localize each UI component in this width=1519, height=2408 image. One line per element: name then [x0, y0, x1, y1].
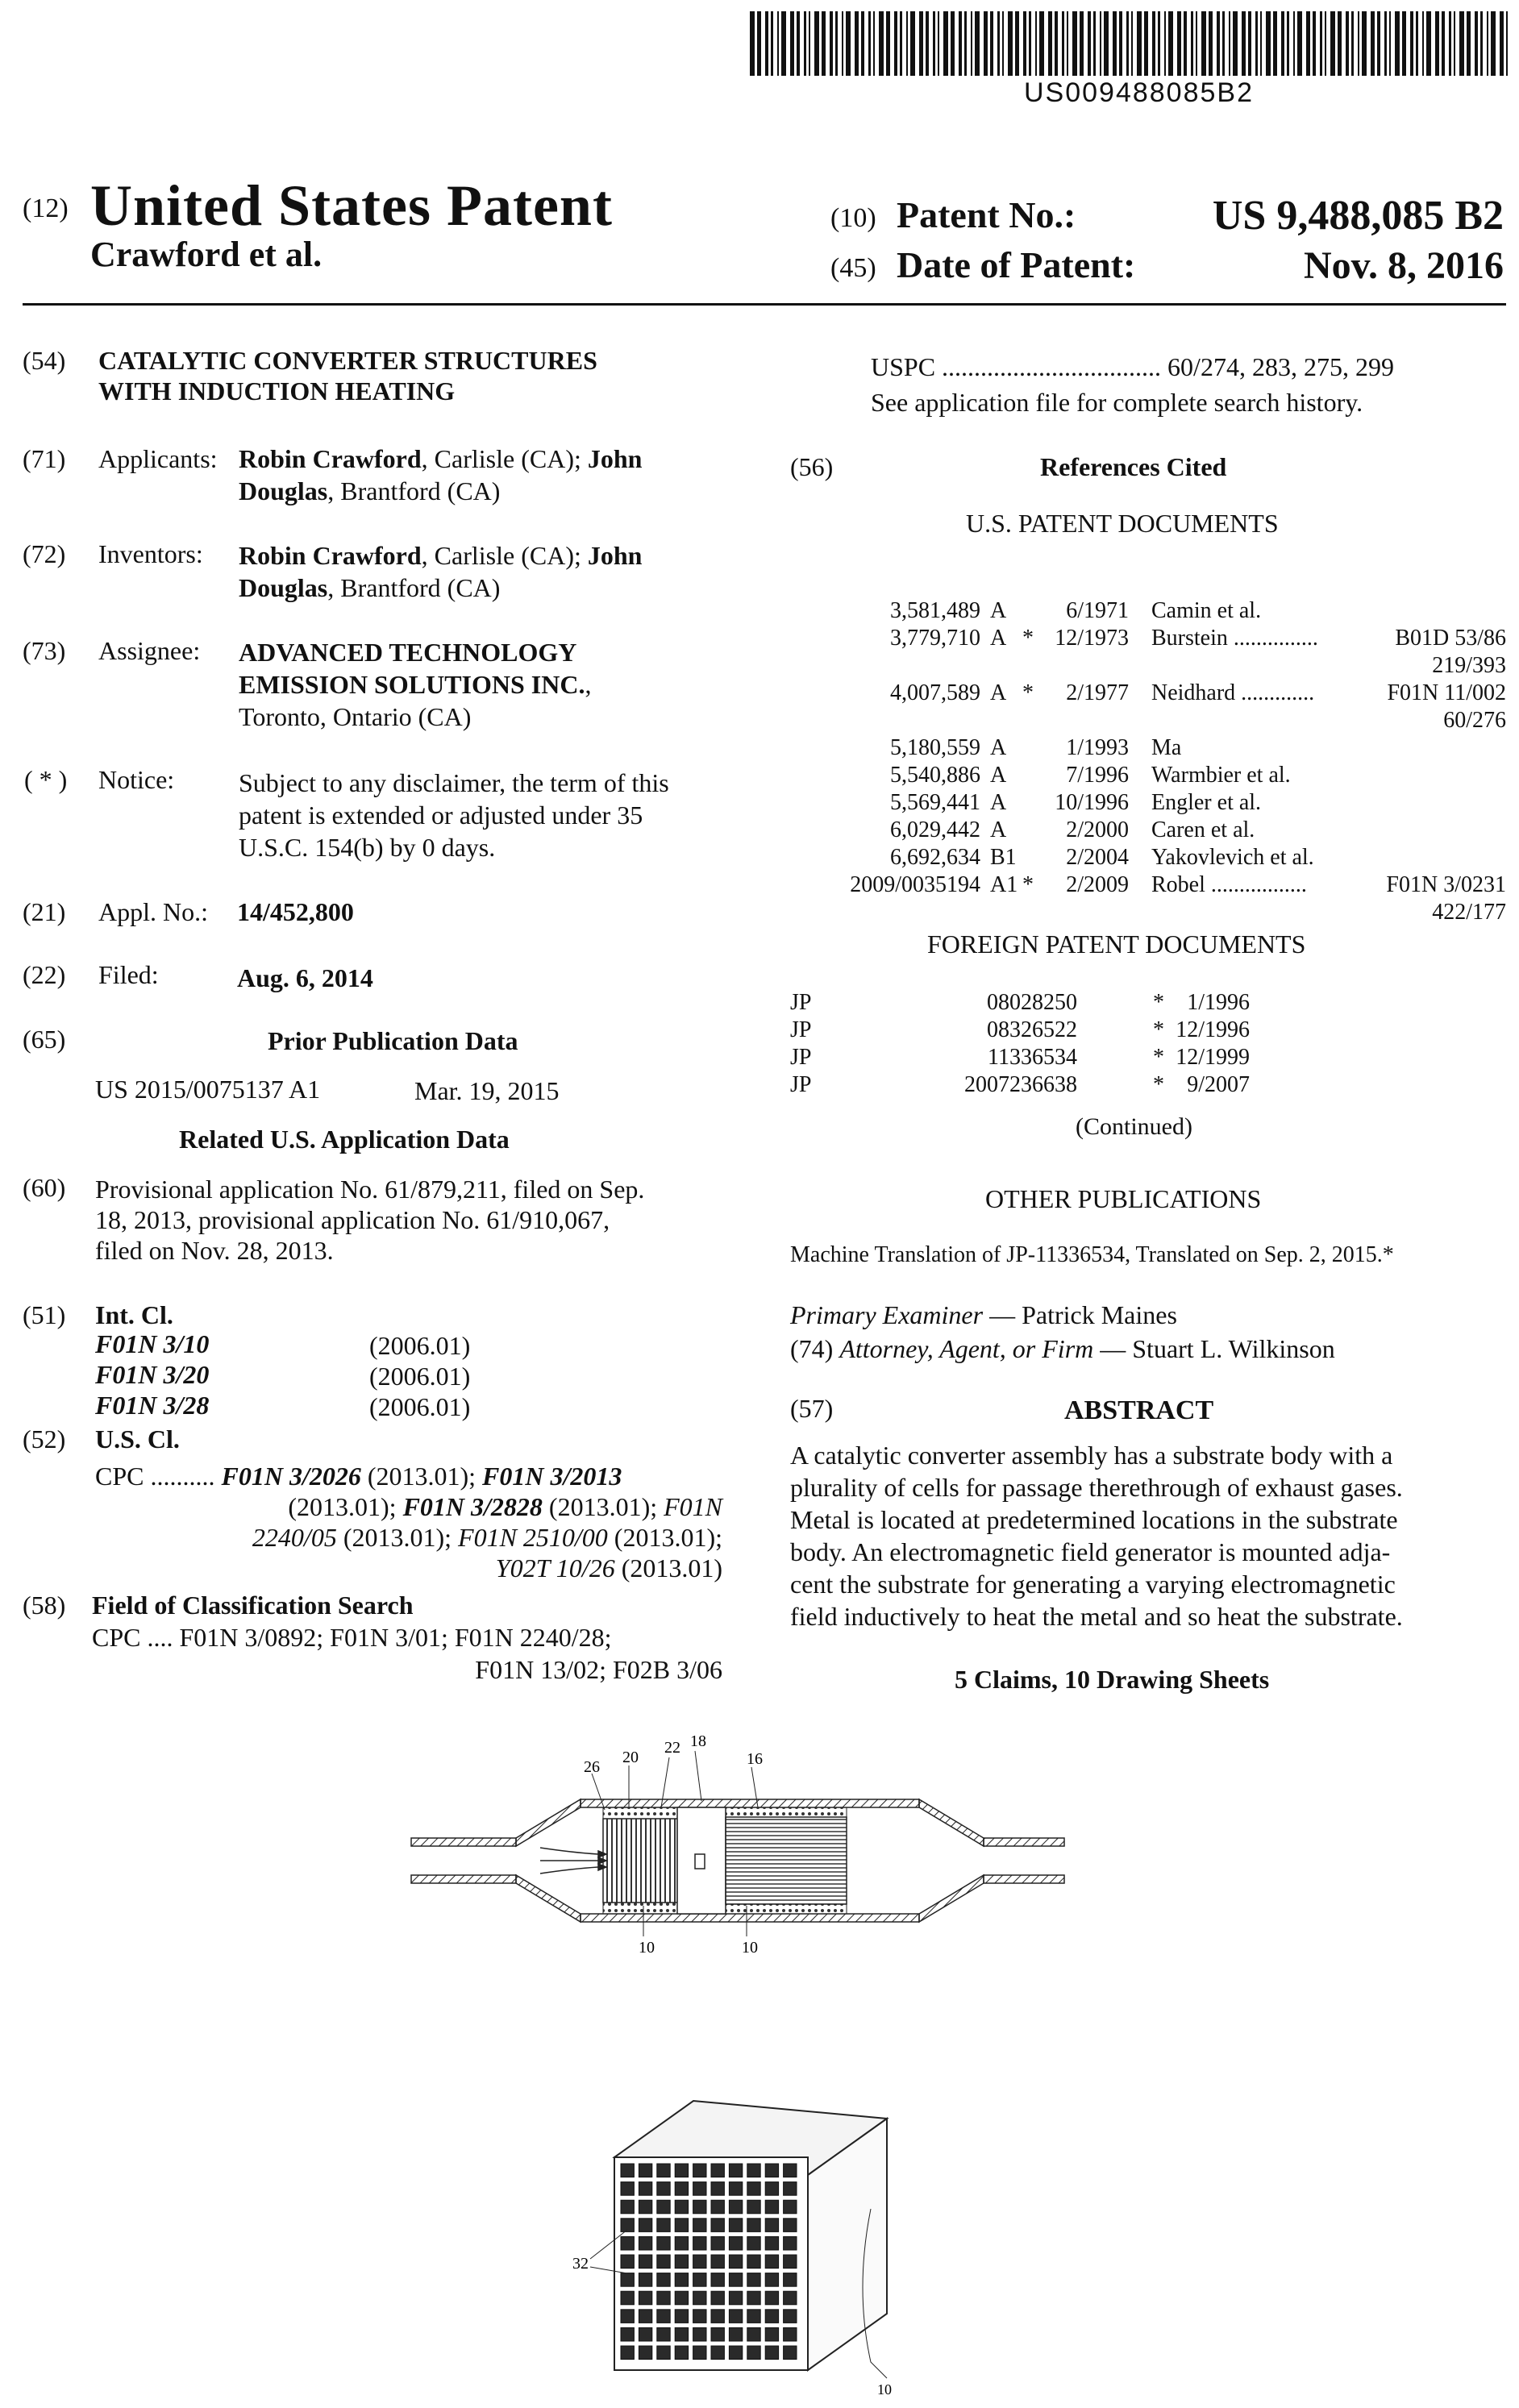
us-doc-inventor: Warmbier et al. [1151, 763, 1291, 788]
attorney-name: — Stuart L. Wilkinson [1093, 1334, 1335, 1363]
ref-16: 16 [747, 1750, 763, 1768]
prior-pub-number: US 2015/0075137 A1 [95, 1075, 321, 1104]
cpc-line1 [95, 1461, 622, 1491]
ref-22: 22 [664, 1739, 680, 1757]
us-doc-inventor: Caren et al. [1151, 817, 1255, 842]
barcode [750, 11, 1508, 76]
us-doc-number: 3,581,489 [890, 598, 980, 623]
code-51: (51) [23, 1300, 66, 1329]
appl-no-label: Appl. No.: [98, 897, 208, 926]
us-doc-number: 3,779,710 [890, 626, 980, 651]
us-doc-class: F01N 11/002 [1387, 680, 1506, 705]
header-divider [23, 303, 1506, 306]
abstract-line-1: A catalytic converter assembly has a substrate body with a [790, 1441, 1393, 1470]
us-doc-inventor: Neidhard ............. [1151, 680, 1315, 705]
us-doc-date: 6/1971 [1066, 598, 1129, 623]
us-doc-class-secondary: 422/177 [1432, 900, 1506, 925]
related-data-heading: Related U.S. Application Data [179, 1125, 510, 1154]
prior-pub-date: Mar. 19, 2015 [414, 1076, 560, 1105]
uspc-label: USPC [871, 352, 936, 381]
foreign-doc-date: 1/1996 [1187, 990, 1250, 1015]
us-doc-kind: A1 [990, 872, 1018, 897]
cpc-class-4b: 2240/05 [252, 1523, 337, 1552]
inventor-2-first: John [587, 541, 643, 570]
references-cited-heading: References Cited [1040, 452, 1227, 481]
appl-no: 14/452,800 [237, 897, 354, 926]
cpc-year-2: (2013.01); [288, 1492, 403, 1521]
foreign-doc-date: 9/2007 [1187, 1072, 1250, 1097]
provisional-line3: filed on Nov. 28, 2013. [95, 1236, 334, 1265]
code-45: (45) [830, 253, 876, 283]
notice-label: Notice: [98, 765, 175, 794]
code-54: (54) [23, 346, 66, 375]
us-doc-kind: A [990, 626, 1007, 651]
cpc-year-4: (2013.01); [336, 1523, 459, 1552]
code-73: (73) [23, 636, 66, 665]
us-docs-heading: U.S. PATENT DOCUMENTS [966, 509, 1279, 538]
uspc-dots: .................................. [935, 352, 1168, 381]
us-doc-inventor: Camin et al. [1151, 598, 1262, 623]
foreign-doc-country: JP [790, 1017, 812, 1042]
cpc-year-6: (2013.01) [614, 1553, 722, 1582]
foreign-doc-country: JP [790, 990, 812, 1015]
code-60: (60) [23, 1173, 66, 1202]
uspc-line [871, 351, 1394, 382]
notice-line1: Subject to any disclaimer, the term of this [239, 768, 669, 797]
provisional-line2: 18, 2013, provisional application No. 61/910,067, [95, 1205, 610, 1234]
foreign-doc-number: 11336534 [988, 1045, 1077, 1070]
date-label: Date of Patent: [897, 244, 1136, 285]
int-cl-label: Int. Cl. [95, 1300, 173, 1329]
substrate-downstream [726, 1817, 847, 1904]
us-doc-date: 2/1977 [1066, 680, 1129, 705]
substrate-cell-figure [548, 2048, 951, 2402]
int-cl-class-2: F01N 3/20 [95, 1360, 210, 1389]
us-doc-kind: A [990, 790, 1007, 815]
foreign-doc-number: 08326522 [987, 1017, 1077, 1042]
us-doc-number: 6,029,442 [890, 817, 980, 842]
ref-26: 26 [584, 1758, 600, 1776]
ref-10c: 10 [877, 2381, 892, 2398]
us-doc-date: 2/2009 [1066, 872, 1129, 897]
applicant-1: Robin Crawford [239, 444, 422, 473]
inventors-line2 [239, 572, 500, 603]
us-doc-inventor: Ma [1151, 735, 1182, 760]
code-71: (71) [23, 444, 66, 473]
us-doc-date: 1/1993 [1066, 735, 1129, 760]
converter-cross-section-figure [387, 1733, 1097, 1975]
foreign-doc-star: * [1153, 1072, 1164, 1097]
foreign-doc-star: * [1153, 990, 1164, 1015]
code-notice: ( * ) [24, 765, 68, 794]
ref-20: 20 [622, 1749, 639, 1766]
field-search-label: Field of Classification Search [92, 1591, 414, 1620]
us-doc-number: 5,540,886 [890, 763, 980, 788]
applicants-line2 [239, 476, 500, 506]
int-cl-class-1: F01N 3/10 [95, 1329, 210, 1358]
applicant-1-loc: , Carlisle (CA); [421, 444, 588, 473]
foreign-docs-heading: FOREIGN PATENT DOCUMENTS [927, 930, 1306, 959]
field-search-line2: F01N 13/02; F02B 3/06 [475, 1655, 722, 1684]
claims-summary: 5 Claims, 10 Drawing Sheets [955, 1665, 1270, 1694]
us-doc-kind: A [990, 680, 1007, 705]
cpc-year-5: (2013.01); [607, 1523, 722, 1552]
patent-number: US 9,488,085 B2 [1212, 193, 1504, 239]
us-doc-inventor: Engler et al. [1151, 790, 1262, 815]
code-12: (12) [23, 193, 69, 223]
examiner-line [790, 1300, 1177, 1330]
continued-note: (Continued) [1076, 1113, 1192, 1140]
cpc-class-1: F01N 3/2026 [221, 1462, 361, 1491]
foreign-doc-star: * [1153, 1045, 1164, 1070]
cpc-class-2: F01N 3/2013 [482, 1462, 622, 1491]
other-pub-entry: Machine Translation of JP-11336534, Translated on Sep. 2, 2015.* [790, 1242, 1394, 1267]
substrate-upstream [603, 1807, 726, 1914]
us-doc-date: 12/1973 [1055, 626, 1129, 651]
us-doc-class-secondary: 219/393 [1432, 653, 1506, 678]
applicant-2-loc: , Brantford (CA) [327, 476, 501, 505]
code-10: (10) [830, 203, 876, 233]
inventor-1: Robin Crawford [239, 541, 422, 570]
code-72: (72) [23, 539, 66, 568]
int-cl-version-2: (2006.01) [369, 1362, 471, 1391]
cpc-class-4a: F01N [664, 1492, 722, 1521]
us-doc-date: 2/2004 [1066, 845, 1129, 870]
gas-flow-arrows [540, 1848, 606, 1874]
code-74: (74) [790, 1334, 834, 1363]
inventors-label: Inventors: [98, 539, 203, 568]
code-22: (22) [23, 960, 66, 989]
us-doc-date: 7/1996 [1066, 763, 1129, 788]
examiner-name: — Patrick Maines [983, 1300, 1177, 1329]
inventors-short: Crawford et al. [90, 235, 323, 274]
inventor-2-loc: , Brantford (CA) [327, 573, 501, 602]
ref-32: 32 [572, 2255, 589, 2273]
foreign-doc-number: 2007236638 [964, 1072, 1077, 1097]
us-doc-class: B01D 53/86 [1395, 626, 1506, 651]
abstract-line-5: cent the substrate for generating a varying electromagnetic [790, 1570, 1396, 1599]
abstract-line-2: plurality of cells for passage therethrough of exhaust gases. [790, 1473, 1403, 1502]
int-cl-class-3: F01N 3/28 [95, 1391, 210, 1420]
code-57: (57) [790, 1394, 834, 1423]
ref-10a: 10 [639, 1939, 655, 1957]
abstract-line-3: Metal is located at predetermined locations in the substrate [790, 1505, 1398, 1534]
notice-line2: patent is extended or adjusted under 35 [239, 801, 643, 830]
uspc-value: 60/274, 283, 275, 299 [1167, 352, 1394, 381]
cpc-dots: .......... [144, 1462, 222, 1491]
field-search-line1: CPC .... F01N 3/0892; F01N 3/01; F01N 2240/28; [92, 1623, 612, 1652]
code-56: (56) [790, 452, 834, 481]
code-65: (65) [23, 1025, 66, 1054]
foreign-doc-country: JP [790, 1072, 812, 1097]
us-doc-kind: B1 [990, 845, 1017, 870]
examiner-label: Primary Examiner [790, 1300, 984, 1329]
foreign-doc-star: * [1153, 1017, 1164, 1042]
cpc-line4 [0, 1553, 722, 1583]
code-58: (58) [23, 1591, 66, 1620]
assignee-location: Toronto, Ontario (CA) [239, 702, 472, 731]
us-doc-number: 4,007,589 [890, 680, 980, 705]
us-doc-inventor: Burstein ............... [1151, 626, 1318, 651]
int-cl-version-3: (2006.01) [369, 1392, 471, 1421]
assignee-line1: ADVANCED TECHNOLOGY [239, 638, 577, 667]
code-52: (52) [23, 1424, 66, 1454]
us-doc-kind: A [990, 598, 1007, 623]
filed-date: Aug. 6, 2014 [237, 963, 373, 992]
cpc-year-1: (2013.01); [360, 1462, 483, 1491]
cpc-class-3: F01N 3/2828 [402, 1492, 543, 1521]
assignee-name-end: EMISSION SOLUTIONS INC. [239, 670, 585, 699]
us-doc-inventor: Robel ................. [1151, 872, 1307, 897]
patent-no-label: Patent No.: [897, 194, 1076, 235]
cpc-class-5: F01N 2510/00 [458, 1523, 608, 1552]
search-history-note: See application file for complete search history. [871, 388, 1363, 417]
applicants-line1 [239, 443, 642, 474]
ref-18: 18 [690, 1733, 706, 1750]
title-line1: CATALYTIC CONVERTER STRUCTURES [98, 346, 597, 375]
us-doc-class: F01N 3/0231 [1386, 872, 1506, 897]
code-21: (21) [23, 897, 66, 926]
cpc-line2 [0, 1491, 722, 1522]
us-doc-number: 5,569,441 [890, 790, 980, 815]
foreign-doc-date: 12/1999 [1176, 1045, 1250, 1070]
cpc-line3 [0, 1522, 722, 1553]
applicant-2-last: Douglas [239, 476, 328, 505]
cpc-class-6: Y02T 10/26 [495, 1553, 615, 1582]
applicant-2-first: John [587, 444, 643, 473]
inventor-1-loc: , Carlisle (CA); [421, 541, 588, 570]
us-doc-number: 2009/0035194 [850, 872, 980, 897]
us-doc-kind: A [990, 735, 1007, 760]
barcode-number: US009488085B2 [1024, 77, 1255, 108]
assignee-label: Assignee: [98, 636, 201, 665]
abstract-line-4: body. An electromagnetic field generator is mounted adja- [790, 1537, 1391, 1566]
foreign-doc-date: 12/1996 [1176, 1017, 1250, 1042]
applicants-label: Applicants: [98, 444, 218, 473]
outlet-pipe [919, 1799, 1064, 1922]
provisional-line1: Provisional application No. 61/879,211, filed on Sep. [95, 1175, 645, 1204]
assignee-line2 [239, 669, 591, 700]
filed-label: Filed: [98, 960, 159, 989]
other-pub-heading: OTHER PUBLICATIONS [985, 1184, 1262, 1213]
assignee-comma: , [585, 670, 592, 699]
attorney-label: Attorney, Agent, or Firm [839, 1334, 1094, 1363]
document-title: United States Patent [90, 173, 613, 238]
us-doc-star: * [1022, 626, 1034, 651]
us-doc-number: 5,180,559 [890, 735, 980, 760]
cpc-year-3: (2013.01); [542, 1492, 664, 1521]
us-doc-star: * [1022, 680, 1034, 705]
us-doc-class-secondary: 60/276 [1443, 708, 1506, 733]
cpc-label: CPC [95, 1462, 144, 1491]
ref-10b: 10 [742, 1939, 758, 1957]
inventor-2-last: Douglas [239, 573, 328, 602]
title-line2: WITH INDUCTION HEATING [98, 376, 456, 405]
us-doc-number: 6,692,634 [890, 845, 980, 870]
us-doc-date: 2/2000 [1066, 817, 1129, 842]
foreign-doc-number: 08028250 [987, 990, 1077, 1015]
us-doc-date: 10/1996 [1055, 790, 1129, 815]
prior-pub-heading: Prior Publication Data [268, 1026, 518, 1055]
attorney-line [790, 1333, 1335, 1364]
us-doc-inventor: Yakovlevich et al. [1151, 845, 1314, 870]
notice-line3: U.S.C. 154(b) by 0 days. [239, 833, 496, 862]
us-doc-kind: A [990, 763, 1007, 788]
int-cl-version-1: (2006.01) [369, 1331, 471, 1360]
inventors-line1 [239, 540, 642, 571]
abstract-line-6: field inductively to heat the metal and so heat the substrate. [790, 1602, 1403, 1631]
us-doc-star: * [1022, 872, 1034, 897]
foreign-doc-country: JP [790, 1045, 812, 1070]
date-of-patent: Nov. 8, 2016 [1303, 244, 1504, 287]
us-doc-kind: A [990, 817, 1007, 842]
us-cl-label: U.S. Cl. [95, 1424, 180, 1454]
abstract-heading: ABSTRACT [1064, 1395, 1214, 1425]
